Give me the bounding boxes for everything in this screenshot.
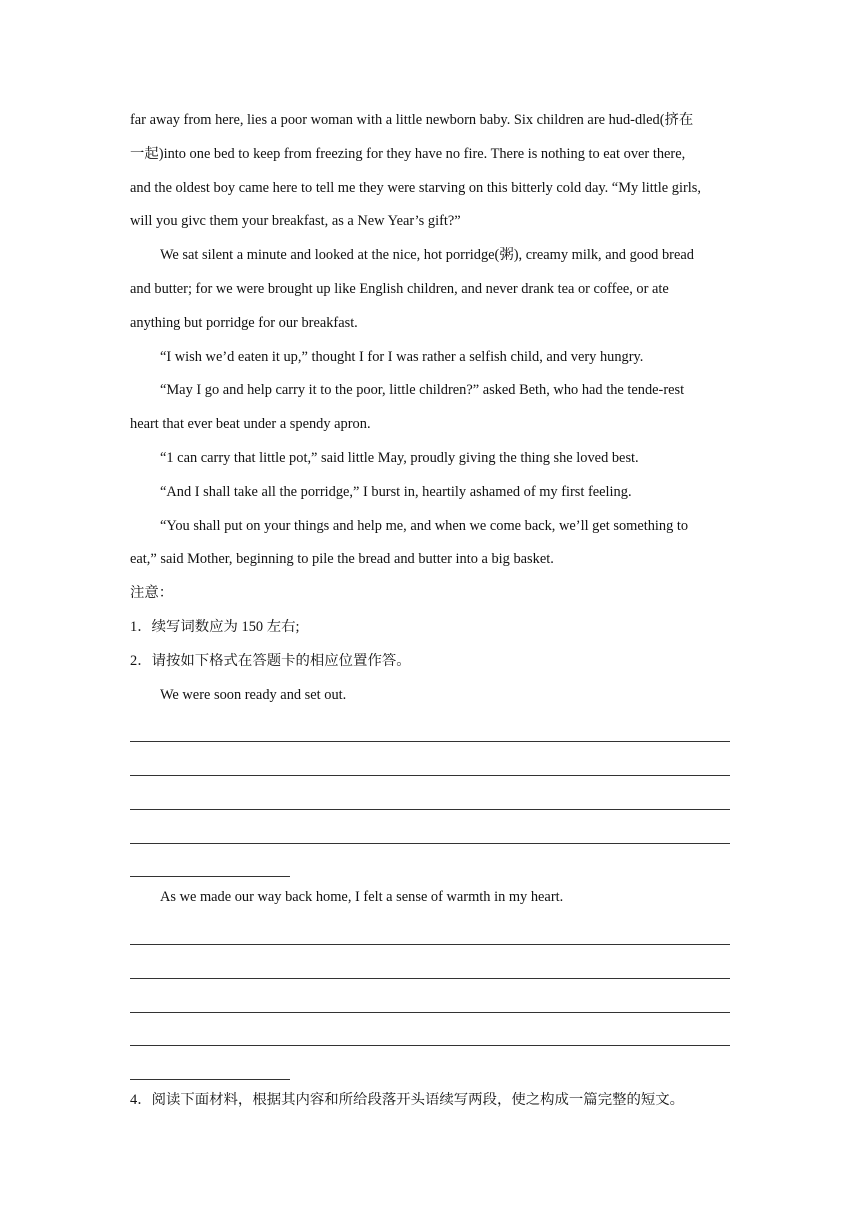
note-item-word-count: 1．续写词数应为 150 左右;: [130, 618, 300, 635]
document-page: [130, 104, 730, 1118]
passage-line: far away from here, lies a poor woman with a little newborn baby. Six children are hud-dled(挤在: [130, 112, 694, 128]
passage-line: heart that ever beat under a spendy apron.: [130, 416, 371, 433]
story-passage: [130, 104, 730, 577]
answer-line[interactable]: [130, 983, 730, 1017]
paragraph-opening: We were soon ready and set out.: [160, 686, 347, 703]
answer-line-short[interactable]: [130, 1050, 730, 1084]
passage-line: “1 can carry that little pot,” said little May, proudly giving the thing she loved best.: [160, 449, 639, 466]
passage-line: eat,” said Mother, beginning to pile the bread and butter into a big basket.: [130, 551, 554, 568]
passage-line: “I wish we’d eaten it up,” thought I for I was rather a selfish child, and very hungry.: [160, 348, 644, 365]
answer-line[interactable]: [130, 746, 730, 780]
continuation-paragraph-2: [130, 881, 730, 1084]
passage-line: 一起)into one bed to keep from freezing for they have no fire. There is nothing to eat over there,: [130, 145, 686, 162]
paragraph-opening: As we made our way back home, I felt a sense of warmth in my heart.: [160, 889, 564, 906]
passage-line: anything but porridge for our breakfast.: [130, 314, 358, 331]
notes-section: [130, 577, 730, 678]
next-question-prompt: 4．阅读下面材料，根据其内容和所给段落开头语续写两段，使之构成一篇完整的短文。: [130, 1092, 685, 1109]
passage-line: We sat silent a minute and looked at the nice, hot porridge(粥), creamy milk, and good bread: [160, 247, 694, 264]
passage-line: and the oldest boy came here to tell me they were starving on this bitterly cold day. “My little girls,: [130, 179, 701, 196]
passage-line: “May I go and help carry it to the poor, little children?” asked Beth, who had the tende-rest: [160, 382, 685, 399]
answer-line[interactable]: [130, 1017, 730, 1051]
answer-line[interactable]: [130, 712, 730, 746]
passage-line: “And I shall take all the porridge,” I burst in, heartily ashamed of my first feeling.: [160, 483, 632, 500]
note-item-format: 2．请按如下格式在答题卡的相应位置作答。: [130, 652, 411, 669]
continuation-paragraph-1: [130, 679, 730, 882]
passage-line: will you givc them your breakfast, as a New Year’s gift?”: [130, 213, 461, 230]
answer-line[interactable]: [130, 814, 730, 848]
passage-line: and butter; for we were brought up like English children, and never drank tea or coffee, or ate: [130, 280, 669, 297]
answer-line[interactable]: [130, 780, 730, 814]
passage-line: “You shall put on your things and help me, and when we come back, we’ll get something to: [160, 517, 689, 534]
answer-line[interactable]: [130, 915, 730, 949]
answer-line[interactable]: [130, 949, 730, 983]
notes-heading: 注意：: [130, 585, 174, 602]
answer-line-short[interactable]: [130, 848, 730, 882]
